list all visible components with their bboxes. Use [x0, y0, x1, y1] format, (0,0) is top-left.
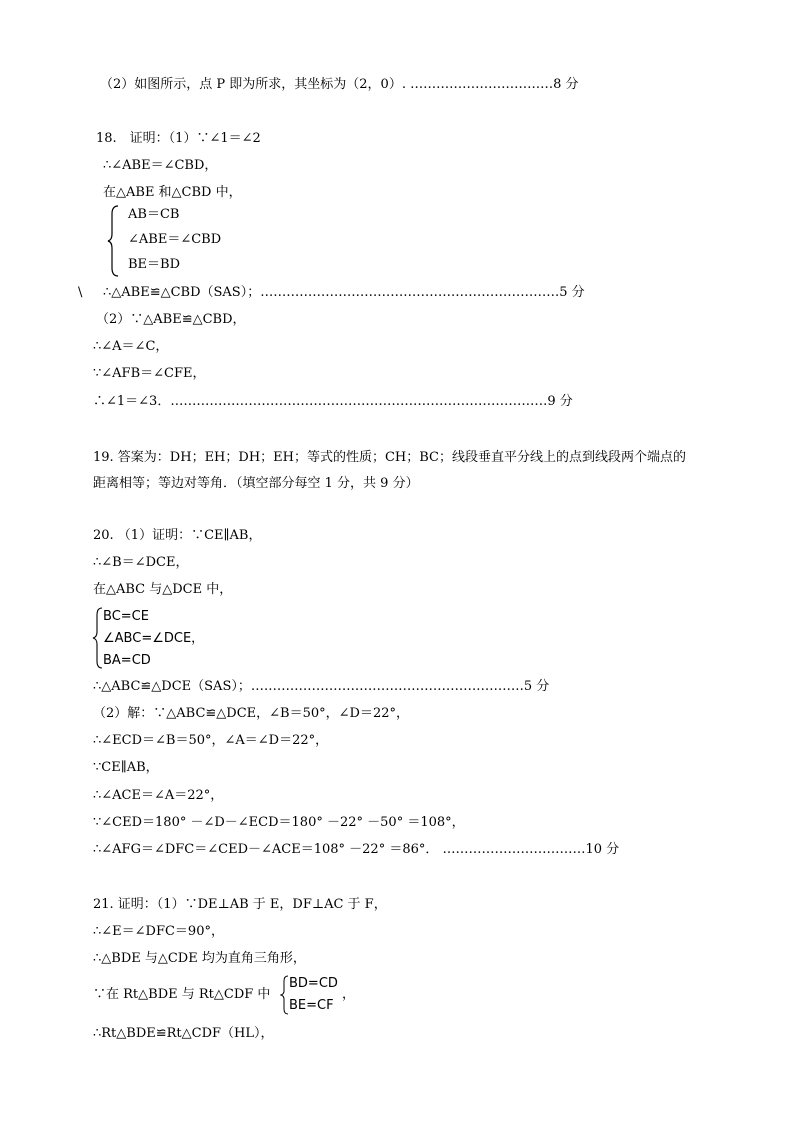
q20-line-1: ∴∠B＝∠DCE， [93, 555, 189, 570]
q20-line-5: ∴∠ECD＝∠B＝50°，∠A＝∠D＝22°， [93, 733, 329, 748]
margin-mark: \ [78, 285, 83, 300]
q18-line-6: ∵∠AFB＝∠CFE， [93, 366, 206, 381]
q21-equation-system [280, 974, 370, 1018]
q21-line-1: ∴∠E＝∠DFC＝90°， [93, 924, 224, 939]
q20-line-3: ∴△ABC≌△DCE（SAS）；………………………………………………………5 分 [93, 679, 550, 694]
q20-sys-row-2: ∠ABC=∠DCE， [103, 631, 205, 646]
q20-sys-row-3: BA=CD [103, 653, 151, 668]
q19-line-2: 距离相等；等边对等角．（填空部分每空 1 分，共 9 分） [93, 476, 419, 491]
q18-line-5: ∴∠A＝∠C， [93, 339, 169, 354]
q20-sys-row-1: BC=CE [103, 609, 149, 624]
q21-line-2: ∴△BDE 与△CDE 均为直角三角形， [93, 951, 306, 966]
q21-sys-tail: ， [342, 987, 356, 1002]
q20-equation-system [92, 606, 292, 672]
q18-line-7: ∴∠1＝∠3．……………………………………………………………………………9 分 [93, 394, 573, 409]
q20-line-9: ∴∠AFG＝∠DFC＝∠CED－∠ACE＝108° －22° ＝86°． ……………………………10 分 [93, 842, 620, 857]
q20-line-7: ∴∠ACE＝∠A＝22°， [93, 788, 224, 803]
left-brace-icon [106, 204, 120, 278]
q18-line-1: ∴∠ABE＝∠CBD， [103, 158, 218, 173]
q18-line-2: 在△ABE 和△CBD 中， [103, 185, 242, 200]
q21-sys-row-2: BE=CF [289, 998, 334, 1013]
q20-heading: 20. （1）证明：∵CE∥AB， [93, 528, 262, 543]
q20-line-4: （2）解：∵△ABC≌△DCE，∠B＝50°，∠D＝22°， [93, 706, 409, 721]
q18-equation-system [106, 204, 306, 280]
q17-part2-line: （2）如图所示，点 P 即为所求，其坐标为（2，0）. ……………………………8 分 [100, 77, 579, 92]
q21-heading: 21. 证明：（1）∵DE⊥AB 于 E，DF⊥AC 于 F， [93, 897, 387, 912]
q20-line-6: ∵CE∥AB， [93, 760, 159, 775]
q19-line-1: 19. 答案为：DH；EH；DH；EH；等式的性质；CH；BC；线段垂直平分线上的点到线段两个端点的 [93, 450, 687, 465]
q20-line-8: ∵∠CED＝180° －∠D－∠ECD＝180° －22° －50° ＝108°， [93, 815, 465, 830]
q18-heading: 18. 证明：（1）∵∠1＝∠2 [96, 131, 261, 146]
q18-sys-row-1: AB＝CB [128, 207, 180, 222]
q18-line-3: ∴△ABE≌△CBD（SAS）；……………………………………………………………5 分 [103, 285, 585, 300]
q21-line-3: ∵在 Rt△BDE 与 Rt△CDF 中 [93, 987, 271, 1002]
q18-sys-row-3: BE＝BD [128, 257, 181, 272]
q18-sys-row-2: ∠ABE＝∠CBD [128, 232, 222, 247]
q21-line-4: ∴Rt△BDE≌Rt△CDF（HL）， [93, 1026, 274, 1041]
q20-line-2: 在△ABC 与△DCE 中， [93, 582, 233, 597]
q21-sys-row-1: BD=CD [289, 976, 338, 991]
q18-line-4: （2）∵△ABE≌△CBD， [96, 312, 246, 327]
